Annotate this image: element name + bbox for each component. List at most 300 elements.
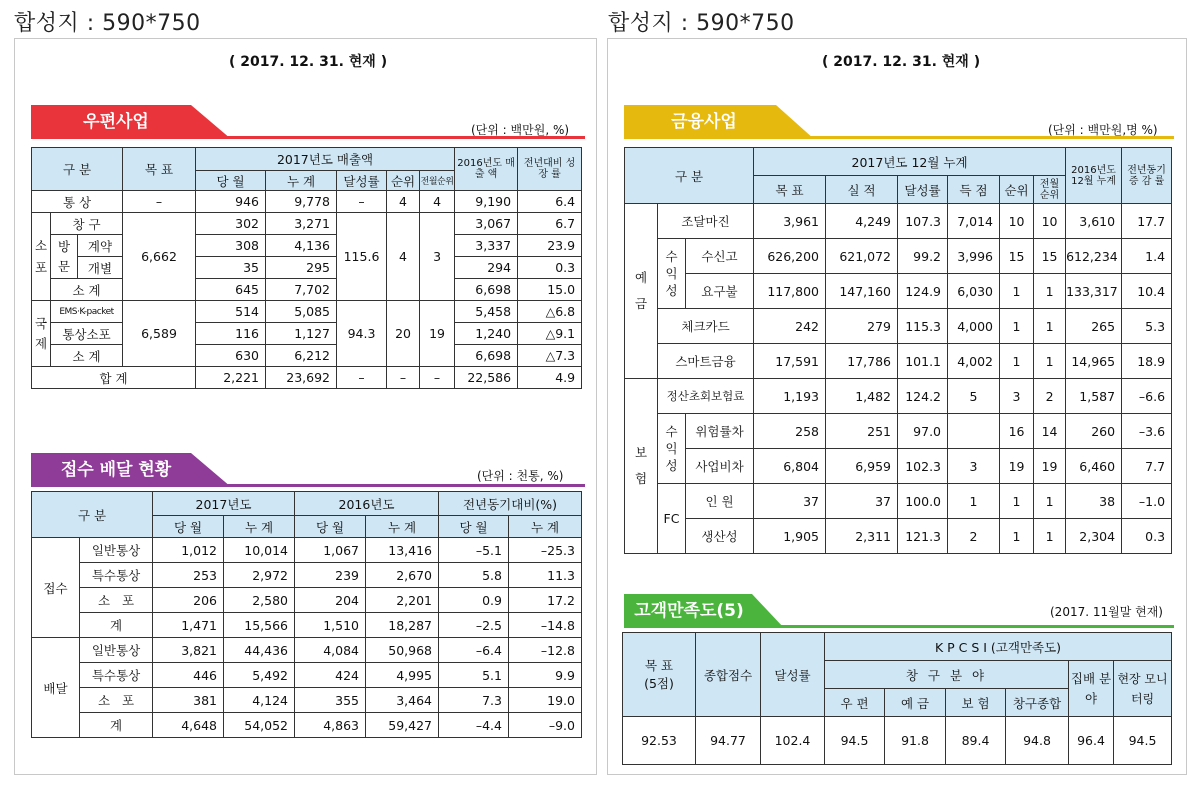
- row-label: 생산성: [686, 519, 754, 554]
- cell: 17,591: [754, 344, 826, 379]
- cell: 626,200: [754, 239, 826, 274]
- income-label: 수 익 성: [658, 414, 686, 484]
- table-row: [32, 235, 582, 257]
- cell: 1,127: [266, 323, 337, 345]
- row-label: 체크카드: [658, 309, 754, 344]
- cell: 89.4: [946, 717, 1006, 765]
- table-row: [623, 717, 1172, 765]
- cell: 265: [1066, 309, 1122, 344]
- cell: 1.4: [1122, 239, 1172, 274]
- cell: 19: [1034, 449, 1066, 484]
- sat-h-monitor: 현장 모니터링: [1114, 661, 1172, 717]
- cell: 9.9: [509, 663, 582, 688]
- cell: 107.3: [898, 204, 948, 239]
- cell: 5,492: [224, 663, 295, 688]
- cell: 239: [295, 563, 366, 588]
- cell: 3: [1000, 379, 1034, 414]
- table-row: [625, 484, 1172, 519]
- table-row: [625, 379, 1172, 414]
- bangmun-label: 방 문: [51, 235, 78, 279]
- cell: 1: [1034, 484, 1066, 519]
- cell: 19.0: [509, 688, 582, 713]
- cell: 9,190: [455, 191, 518, 213]
- table-row: [32, 257, 582, 279]
- cell: 6,698: [455, 345, 518, 367]
- cell: –3.6: [1122, 414, 1172, 449]
- group-label: 배달: [32, 638, 80, 738]
- cell: 258: [754, 414, 826, 449]
- table-row: [625, 519, 1172, 554]
- cell: 121.3: [898, 519, 948, 554]
- cell: 133,317: [1066, 274, 1122, 309]
- sat-h-deposit: 예 금: [885, 689, 946, 717]
- cell: 1: [1034, 344, 1066, 379]
- cell: 424: [295, 663, 366, 688]
- cell: 242: [754, 309, 826, 344]
- finance-h-rate: 달성률: [898, 176, 948, 204]
- cell: 124.9: [898, 274, 948, 309]
- cell: 4,648: [153, 713, 224, 738]
- finance-h-rank: 순위: [1000, 176, 1034, 204]
- row-label: 통 상: [32, 191, 123, 213]
- table-row: [32, 663, 582, 688]
- table-row: [32, 538, 582, 563]
- postal-h-target: 목 표: [123, 148, 196, 191]
- cell: 100.0: [898, 484, 948, 519]
- cell: –: [337, 191, 387, 213]
- row-label: 정산초회보험료: [658, 379, 754, 414]
- cell: 10.4: [1122, 274, 1172, 309]
- delivery-unit: (단위 : 천통, %): [477, 469, 564, 483]
- cell: 50,968: [366, 638, 439, 663]
- sat-h-window: 창 구 분 야: [825, 661, 1069, 689]
- row-label: 특수통상: [80, 663, 153, 688]
- table-row: [32, 213, 582, 235]
- satisfaction-unit: (2017. 11월말 현재): [1050, 605, 1163, 619]
- cell: 37: [754, 484, 826, 519]
- row-label: 소 계: [51, 345, 123, 367]
- table-row: [625, 204, 1172, 239]
- cell: △6.8: [518, 301, 582, 323]
- cell: 2,201: [366, 588, 439, 613]
- cell: 6,212: [266, 345, 337, 367]
- delivery-h-cum: 누 계: [224, 516, 295, 538]
- cell: 54,052: [224, 713, 295, 738]
- cell: 4: [387, 213, 420, 301]
- cell: 5: [948, 379, 1000, 414]
- cell: 0.3: [518, 257, 582, 279]
- table-row: [625, 309, 1172, 344]
- delivery-h-month: 당 월: [295, 516, 366, 538]
- cell: 251: [826, 414, 898, 449]
- cell: 4,084: [295, 638, 366, 663]
- cell: 1,482: [826, 379, 898, 414]
- cell: 4,136: [266, 235, 337, 257]
- cell: 17,786: [826, 344, 898, 379]
- cell: 124.2: [898, 379, 948, 414]
- right-sheet-label: 합성지 : 590*750: [608, 11, 795, 36]
- sopo-label: 소 포: [32, 213, 51, 301]
- table-row: [32, 367, 582, 389]
- postal-h-prevrank: 전월순위: [420, 171, 455, 191]
- cell: 4,249: [826, 204, 898, 239]
- postal-h-2016: 2016년도 매 출 액: [455, 148, 518, 191]
- cell: 3,067: [455, 213, 518, 235]
- cell: 35: [196, 257, 266, 279]
- table-row: [625, 239, 1172, 274]
- cell: 16: [1000, 414, 1034, 449]
- cell: 116: [196, 323, 266, 345]
- table-row: [625, 274, 1172, 309]
- delivery-h-month: 당 월: [439, 516, 509, 538]
- finance-table: [624, 147, 1172, 554]
- cell: 11.3: [509, 563, 582, 588]
- delivery-h-2016: 2016년도: [295, 492, 439, 516]
- cell: △7.3: [518, 345, 582, 367]
- cell: 7,014: [948, 204, 1000, 239]
- sat-h-target: 목 표 (5점): [623, 633, 696, 717]
- postal-table: [31, 147, 582, 389]
- cell: 115.3: [898, 309, 948, 344]
- cell: –: [420, 367, 455, 389]
- cell: –5.1: [439, 538, 509, 563]
- cell: 1: [1000, 344, 1034, 379]
- cell: △9.1: [518, 323, 582, 345]
- cell: 14: [1034, 414, 1066, 449]
- cell: 5.8: [439, 563, 509, 588]
- row-label: 사업비차: [686, 449, 754, 484]
- cell: 38: [1066, 484, 1122, 519]
- cell: 6,959: [826, 449, 898, 484]
- income-label: 수 익 성: [658, 239, 686, 309]
- cell: 10: [1000, 204, 1034, 239]
- table-row: [32, 323, 582, 345]
- table-row: [32, 301, 582, 323]
- cell: 147,160: [826, 274, 898, 309]
- cell: 1: [1034, 309, 1066, 344]
- deposit-label: 예 금: [625, 204, 658, 379]
- cell: 1,905: [754, 519, 826, 554]
- cell: 4,124: [224, 688, 295, 713]
- cell: 101.1: [898, 344, 948, 379]
- delivery-h-yoy: 전년동기대비(%): [439, 492, 582, 516]
- table-row: [625, 449, 1172, 484]
- cell: 253: [153, 563, 224, 588]
- postal-h-growth: 전년대비 성 장 률: [518, 148, 582, 191]
- cell: 94.8: [1006, 717, 1069, 765]
- left-sheet-label: 합성지 : 590*750: [14, 11, 201, 36]
- delivery-h-gubun: 구 분: [32, 492, 153, 538]
- cell: 4,002: [948, 344, 1000, 379]
- cell: 4: [387, 191, 420, 213]
- cell: 96.4: [1069, 717, 1114, 765]
- cell: 91.8: [885, 717, 946, 765]
- cell: 355: [295, 688, 366, 713]
- cell: –12.8: [509, 638, 582, 663]
- cell: 1,067: [295, 538, 366, 563]
- cell: 9,778: [266, 191, 337, 213]
- cell: 1: [1000, 484, 1034, 519]
- row-label: 계: [80, 613, 153, 638]
- cell: 6,698: [455, 279, 518, 301]
- table-row: [32, 613, 582, 638]
- cell: 10: [1034, 204, 1066, 239]
- cell: 0.3: [1122, 519, 1172, 554]
- sat-h-total: 종합점수: [696, 633, 761, 717]
- postal-h-rank: 순위: [387, 171, 420, 191]
- finance-h-target: 목 표: [754, 176, 826, 204]
- finance-title: 금융사업: [671, 112, 737, 132]
- cell: 630: [196, 345, 266, 367]
- cell: 17.2: [509, 588, 582, 613]
- cell: 94.5: [825, 717, 885, 765]
- finance-h-growth: 전년동기 증 감 률: [1122, 148, 1172, 204]
- cell: 2,221: [196, 367, 266, 389]
- delivery-h-cum: 누 계: [509, 516, 582, 538]
- row-label: 인 원: [686, 484, 754, 519]
- cell: 3,271: [266, 213, 337, 235]
- cell: 94.5: [1114, 717, 1172, 765]
- cell: 6,030: [948, 274, 1000, 309]
- finance-unit: (단위 : 백만원,명 %): [1048, 123, 1158, 137]
- cell: 4,995: [366, 663, 439, 688]
- finance-h-score: 득 점: [948, 176, 1000, 204]
- row-label: 특수통상: [80, 563, 153, 588]
- postal-h-cum: 누 계: [266, 171, 337, 191]
- cell: 4,863: [295, 713, 366, 738]
- delivery-h-month: 당 월: [153, 516, 224, 538]
- cell: –1.0: [1122, 484, 1172, 519]
- cell: 612,234: [1066, 239, 1122, 274]
- cell: 10,014: [224, 538, 295, 563]
- cell: 18.9: [1122, 344, 1172, 379]
- table-row: [32, 191, 582, 213]
- cell: 2,670: [366, 563, 439, 588]
- cell: 1,510: [295, 613, 366, 638]
- row-label: 개별: [78, 257, 123, 279]
- cell: 2,972: [224, 563, 295, 588]
- row-label: 위험률차: [686, 414, 754, 449]
- table-row: [32, 713, 582, 738]
- cell: 279: [826, 309, 898, 344]
- cell: 22,586: [455, 367, 518, 389]
- cell: 15: [1000, 239, 1034, 274]
- cell: 514: [196, 301, 266, 323]
- cell: 621,072: [826, 239, 898, 274]
- cell: 1: [1000, 274, 1034, 309]
- delivery-table: [31, 491, 582, 738]
- cell: 260: [1066, 414, 1122, 449]
- cell: 5.3: [1122, 309, 1172, 344]
- cell: 102.4: [761, 717, 825, 765]
- cell: 3: [420, 213, 455, 301]
- row-label: 요구불: [686, 274, 754, 309]
- postal-h-rate: 달성률: [337, 171, 387, 191]
- cell: 4: [420, 191, 455, 213]
- fc-label: FC: [658, 484, 686, 554]
- cell: –14.8: [509, 613, 582, 638]
- row-label: 일반통상: [80, 538, 153, 563]
- row-label: 일반통상: [80, 638, 153, 663]
- table-row: [32, 638, 582, 663]
- cell: [948, 414, 1000, 449]
- cell: 92.53: [623, 717, 696, 765]
- cell: 19: [420, 301, 455, 367]
- cell: 1: [948, 484, 1000, 519]
- cell: 117,800: [754, 274, 826, 309]
- cell: –6.6: [1122, 379, 1172, 414]
- cell: 302: [196, 213, 266, 235]
- cell: 381: [153, 688, 224, 713]
- row-label: 계약: [78, 235, 123, 257]
- cell: 6.7: [518, 213, 582, 235]
- postal-h-month: 당 월: [196, 171, 266, 191]
- cell: 17.7: [1122, 204, 1172, 239]
- sat-h-rate: 달성률: [761, 633, 825, 717]
- row-label: 수신고: [686, 239, 754, 274]
- row-label: 합 계: [32, 367, 196, 389]
- satisfaction-table: [622, 632, 1172, 765]
- finance-h-cum: 2017년도 12월 누계: [754, 148, 1066, 176]
- left-panel: [14, 38, 597, 775]
- sat-h-insurance: 보 험: [946, 689, 1006, 717]
- cell: 4,000: [948, 309, 1000, 344]
- cell: 44,436: [224, 638, 295, 663]
- cell: 204: [295, 588, 366, 613]
- cell: 1,193: [754, 379, 826, 414]
- cell: 23,692: [266, 367, 337, 389]
- cell: 59,427: [366, 713, 439, 738]
- cell: 94.77: [696, 717, 761, 765]
- cell: –: [387, 367, 420, 389]
- cell: 3,821: [153, 638, 224, 663]
- cell: 1,240: [455, 323, 518, 345]
- cell: 206: [153, 588, 224, 613]
- cell: 946: [196, 191, 266, 213]
- postal-title: 우편사업: [83, 112, 149, 132]
- cell: 6.4: [518, 191, 582, 213]
- cell: 115.6: [337, 213, 387, 301]
- table-row: [32, 688, 582, 713]
- cell: 2,580: [224, 588, 295, 613]
- cell: 295: [266, 257, 337, 279]
- cell: 13,416: [366, 538, 439, 563]
- table-row: [32, 345, 582, 367]
- cell: 2: [948, 519, 1000, 554]
- row-label: 소 포: [80, 588, 153, 613]
- table-row: [32, 279, 582, 301]
- cell: 3: [948, 449, 1000, 484]
- cell: 7.3: [439, 688, 509, 713]
- cell: 4.9: [518, 367, 582, 389]
- cell: –9.0: [509, 713, 582, 738]
- cell: 1: [1000, 519, 1034, 554]
- cell: 2,304: [1066, 519, 1122, 554]
- cell: 3,464: [366, 688, 439, 713]
- cell: –: [337, 367, 387, 389]
- cell: 102.3: [898, 449, 948, 484]
- intl-label: 국 제: [32, 301, 51, 367]
- sat-h-post: 우 편: [825, 689, 885, 717]
- cell: 19: [1000, 449, 1034, 484]
- finance-h-2016: 2016년도 12월 누계: [1066, 148, 1122, 204]
- sat-h-kpcsi: K P C S I (고객만족도): [825, 633, 1172, 661]
- postal-unit: (단위 : 백만원, %): [471, 123, 570, 137]
- group-label: 접수: [32, 538, 80, 638]
- cell: 5,458: [455, 301, 518, 323]
- cell: 3,337: [455, 235, 518, 257]
- row-label: 스마트금융: [658, 344, 754, 379]
- postal-h-sales: 2017년도 매출액: [196, 148, 455, 171]
- left-date: ( 2017. 12. 31. 현재 ): [229, 54, 388, 70]
- delivery-h-cum: 누 계: [366, 516, 439, 538]
- cell: 6,662: [123, 213, 196, 301]
- right-panel: [607, 38, 1187, 775]
- cell: 20: [387, 301, 420, 367]
- cell: 1,587: [1066, 379, 1122, 414]
- cell: 1,012: [153, 538, 224, 563]
- row-label: 창 구: [51, 213, 123, 235]
- row-label: 조달마진: [658, 204, 754, 239]
- cell: 308: [196, 235, 266, 257]
- cell: 3,961: [754, 204, 826, 239]
- cell: 6,460: [1066, 449, 1122, 484]
- cell: 446: [153, 663, 224, 688]
- cell: 7.7: [1122, 449, 1172, 484]
- cell: 97.0: [898, 414, 948, 449]
- row-label: 소 포: [80, 688, 153, 713]
- sat-h-collect: 집배 분야: [1069, 661, 1114, 717]
- row-label: 소 계: [51, 279, 123, 301]
- cell: 3,610: [1066, 204, 1122, 239]
- sat-h-windowtotal: 창구종합: [1006, 689, 1069, 717]
- cell: 7,702: [266, 279, 337, 301]
- cell: 6,804: [754, 449, 826, 484]
- row-label: 통상소포: [51, 323, 123, 345]
- row-label: EMS·K-packet: [51, 301, 123, 323]
- cell: 5.1: [439, 663, 509, 688]
- cell: –2.5: [439, 613, 509, 638]
- cell: 645: [196, 279, 266, 301]
- satisfaction-title: 고객만족도(5): [634, 601, 744, 621]
- cell: 0.9: [439, 588, 509, 613]
- cell: 14,965: [1066, 344, 1122, 379]
- cell: 2: [1034, 379, 1066, 414]
- cell: 94.3: [337, 301, 387, 367]
- delivery-h-2017: 2017년도: [153, 492, 295, 516]
- finance-h-actual: 실 적: [826, 176, 898, 204]
- cell: 3,996: [948, 239, 1000, 274]
- cell: 294: [455, 257, 518, 279]
- cell: 15: [1034, 239, 1066, 274]
- cell: 15,566: [224, 613, 295, 638]
- postal-h-gubun: 구 분: [32, 148, 123, 191]
- table-row: [32, 588, 582, 613]
- cell: 37: [826, 484, 898, 519]
- cell: –25.3: [509, 538, 582, 563]
- cell: 1: [1034, 274, 1066, 309]
- insurance-label: 보 험: [625, 379, 658, 554]
- cell: 5,085: [266, 301, 337, 323]
- cell: 18,287: [366, 613, 439, 638]
- cell: 23.9: [518, 235, 582, 257]
- finance-h-gubun: 구 분: [625, 148, 754, 204]
- finance-h-prevrank: 전월 순위: [1034, 176, 1066, 204]
- cell: 1,471: [153, 613, 224, 638]
- cell: 1: [1034, 519, 1066, 554]
- cell: 6,589: [123, 301, 196, 367]
- cell: –: [123, 191, 196, 213]
